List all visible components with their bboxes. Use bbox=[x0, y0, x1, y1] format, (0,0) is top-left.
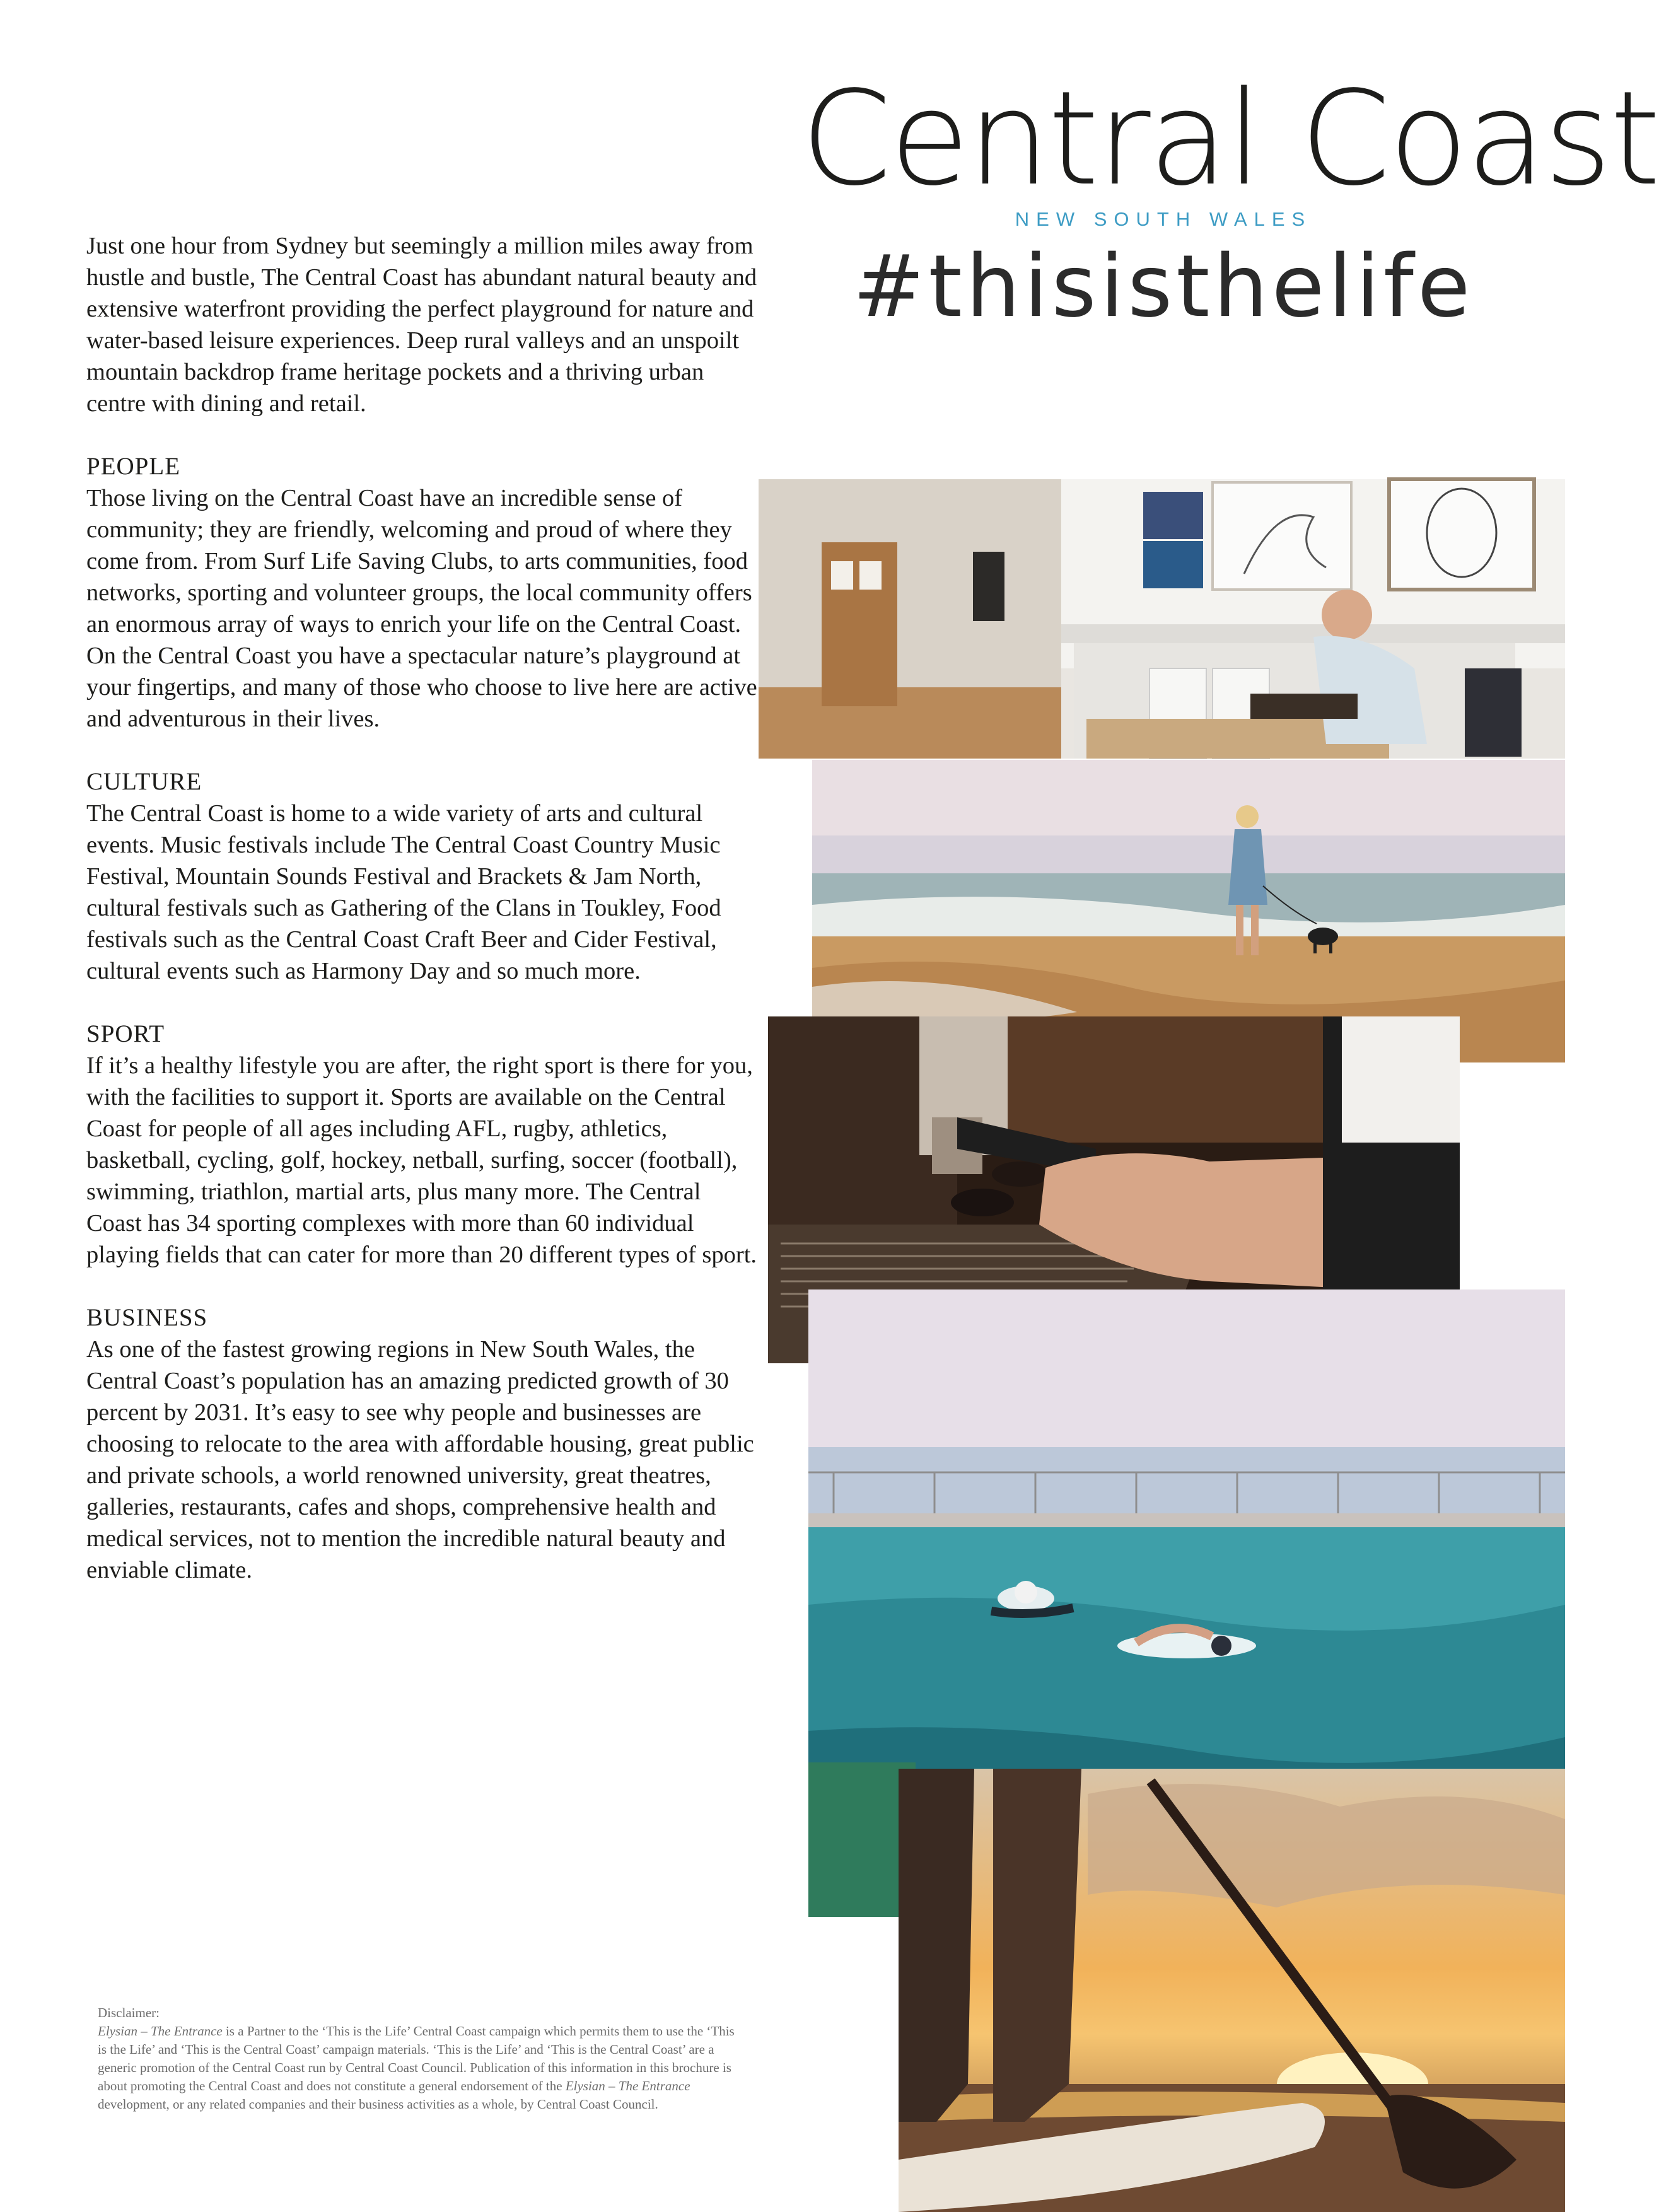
section-body: As one of the fastest growing regions in New South Wales, the Central Coast’s population has an amazing predicted growth of 30 percent by 2031. It’s easy to see why people and businesses are choosing to relocate to the area with affordable housing, great public and private schools, a world renowned university, great theatres, galleries, restaurants, cafes and shops, comprehensive health and medical services, not to mention the incredible natural beauty and enviable climate. bbox=[86, 1336, 754, 1583]
section-business bbox=[86, 1302, 758, 1586]
text-column bbox=[86, 230, 758, 1617]
disclaimer-brand-2: Elysian – The Entrance bbox=[565, 2078, 690, 2093]
section-heading: CULTURE bbox=[86, 768, 202, 795]
page-title: Central Coast bbox=[801, 63, 1659, 214]
section-culture bbox=[86, 766, 758, 987]
disclaimer-text bbox=[98, 2022, 735, 2114]
disclaimer-text-2: development, or any related companies and their business activities as a whole, by Central Coast Council. bbox=[98, 2097, 658, 2112]
page-subtitle: NEW SOUTH WALES bbox=[1015, 208, 1312, 230]
disclaimer bbox=[98, 2004, 735, 2114]
artist-studio-photo bbox=[759, 479, 1565, 759]
section-heading: BUSINESS bbox=[86, 1304, 208, 1331]
disclaimer-label: Disclaimer: bbox=[98, 2005, 160, 2020]
section-heading: SPORT bbox=[86, 1020, 165, 1047]
intro-paragraph: Just one hour from Sydney but seemingly a million miles away from hustle and bustle, The Central Coast has abundant natural beauty and extensive waterfront providing the perfect playground for nature and water-based leisure experiences. Deep rural valleys and an unspoilt mountain backdrop frame heritage pockets and a thriving urban centre with dining and retail. bbox=[86, 233, 757, 417]
section-body: If it’s a healthy lifestyle you are after, the right sport is there for you, with the facilities to support it. Sports are available on the Central Coast for people of all ages including AFL, rugby, athletics, basketball, cycling, golf, hockey, netball, surfing, soccer (football), swimming, triathlon, martial arts, plus many more. The Central Coast has 34 sporting complexes with more than 60 individual playing fields that can cater for more than 20 different types of sport. bbox=[86, 1052, 757, 1268]
section-heading: PEOPLE bbox=[86, 453, 181, 480]
section-sport bbox=[86, 1018, 758, 1271]
paddle-sunset-icon bbox=[899, 1769, 1565, 2212]
paddleboard-photo bbox=[899, 1769, 1565, 2212]
disclaimer-brand: Elysian – The Entrance bbox=[98, 2023, 223, 2039]
section-body: Those living on the Central Coast have an incredible sense of community; they are friendly, welcoming and proud of where they come from. From Surf Life Saving Clubs, to arts communities, food networks, sporting and volunteer groups, the local community offers an enormous array of ways to enrich your life on the Central Coast. On the Central Coast you have a spectacular nature’s playground at your fingertips, and many of those who choose to live here are active and adventurous in their lives. bbox=[86, 485, 757, 732]
artist-at-desk-icon bbox=[759, 479, 1565, 759]
hashtag: #thisisthelife bbox=[853, 237, 1474, 337]
disclaimer-text-1: is a Partner to the ‘This is the Life’ Central Coast campaign which permits them to use the ‘This is the Life’ and ‘This is the Central Coast’ campaign materials. ‘This is the Life’ and ‘This is the Central Coast’ are a generic promotion of the Central Coast run by Central Coast Council. Publication of this information in this brochure is about promoting the Central Coast and does not constitute a general endorsement of the bbox=[98, 2023, 735, 2093]
section-body: The Central Coast is home to a wide variety of arts and cultural events. Music festivals include The Central Coast Country Music Festival, Mountain Sounds Festival and Brackets & Jam North, cultural festivals such as Gathering of the Clans in Toukley, Food festivals such as the Central Coast Craft Beer and Cider Festival, cultural events such as Harmony Day and so much more. bbox=[86, 800, 721, 984]
section-people bbox=[86, 451, 758, 735]
